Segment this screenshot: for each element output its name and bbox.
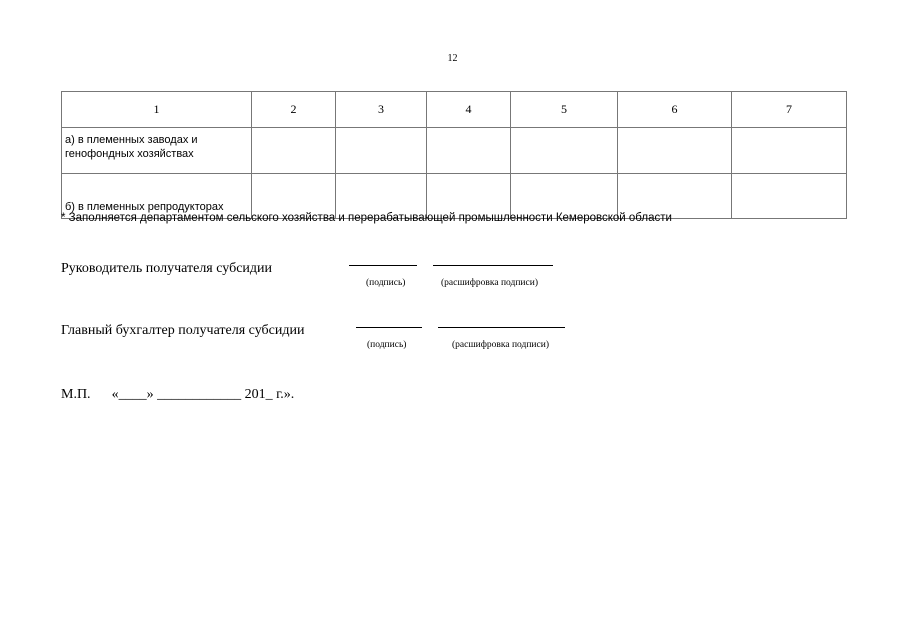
accountant-signature-line (356, 327, 422, 328)
director-signature-line (349, 265, 417, 266)
table-cell (732, 128, 847, 174)
table-header-row (62, 92, 847, 128)
director-decode-line (433, 265, 553, 266)
accountant-decode-caption: (расшифровка подписи) (452, 340, 549, 350)
director-decode-caption: (расшифровка подписи) (441, 278, 538, 288)
header-cell-7: 7 (732, 92, 847, 128)
table-cell (427, 128, 511, 174)
table-row (62, 128, 847, 174)
table-cell (618, 128, 732, 174)
date-placeholder: «____» ____________ 201_ г.». (111, 387, 295, 402)
director-signature-label: Руководитель получателя субсидии (61, 261, 273, 276)
header-cell-4: 4 (427, 92, 511, 128)
table-cell (732, 174, 847, 219)
data-table (61, 91, 847, 219)
header-cell-3: 3 (336, 92, 427, 128)
table-cell (511, 128, 618, 174)
header-cell-6: 6 (618, 92, 732, 128)
accountant-decode-line (438, 327, 565, 328)
table-cell (336, 128, 427, 174)
director-signature-caption: (подпись) (366, 278, 406, 288)
row-label-breeding-plants: а) в племенных заводах и генофондных хозяйствах (62, 128, 252, 174)
table-cell (252, 128, 336, 174)
row-label-breeding-reproducers: б) в племенных репродукторах (62, 174, 252, 219)
footnote: * Заполняется департаментом сельского хозяйства и перерабатывающей промышленности Кемеровской области (61, 212, 672, 224)
header-cell-5: 5 (511, 92, 618, 128)
accountant-signature-caption: (подпись) (367, 340, 407, 350)
header-cell-1: 1 (62, 92, 252, 128)
stamp-date-line (61, 387, 294, 403)
accountant-signature-label: Главный бухгалтер получателя субсидии (61, 323, 305, 338)
header-cell-2: 2 (252, 92, 336, 128)
stamp-label: М.П. (61, 387, 91, 402)
page-number: 12 (447, 53, 458, 64)
